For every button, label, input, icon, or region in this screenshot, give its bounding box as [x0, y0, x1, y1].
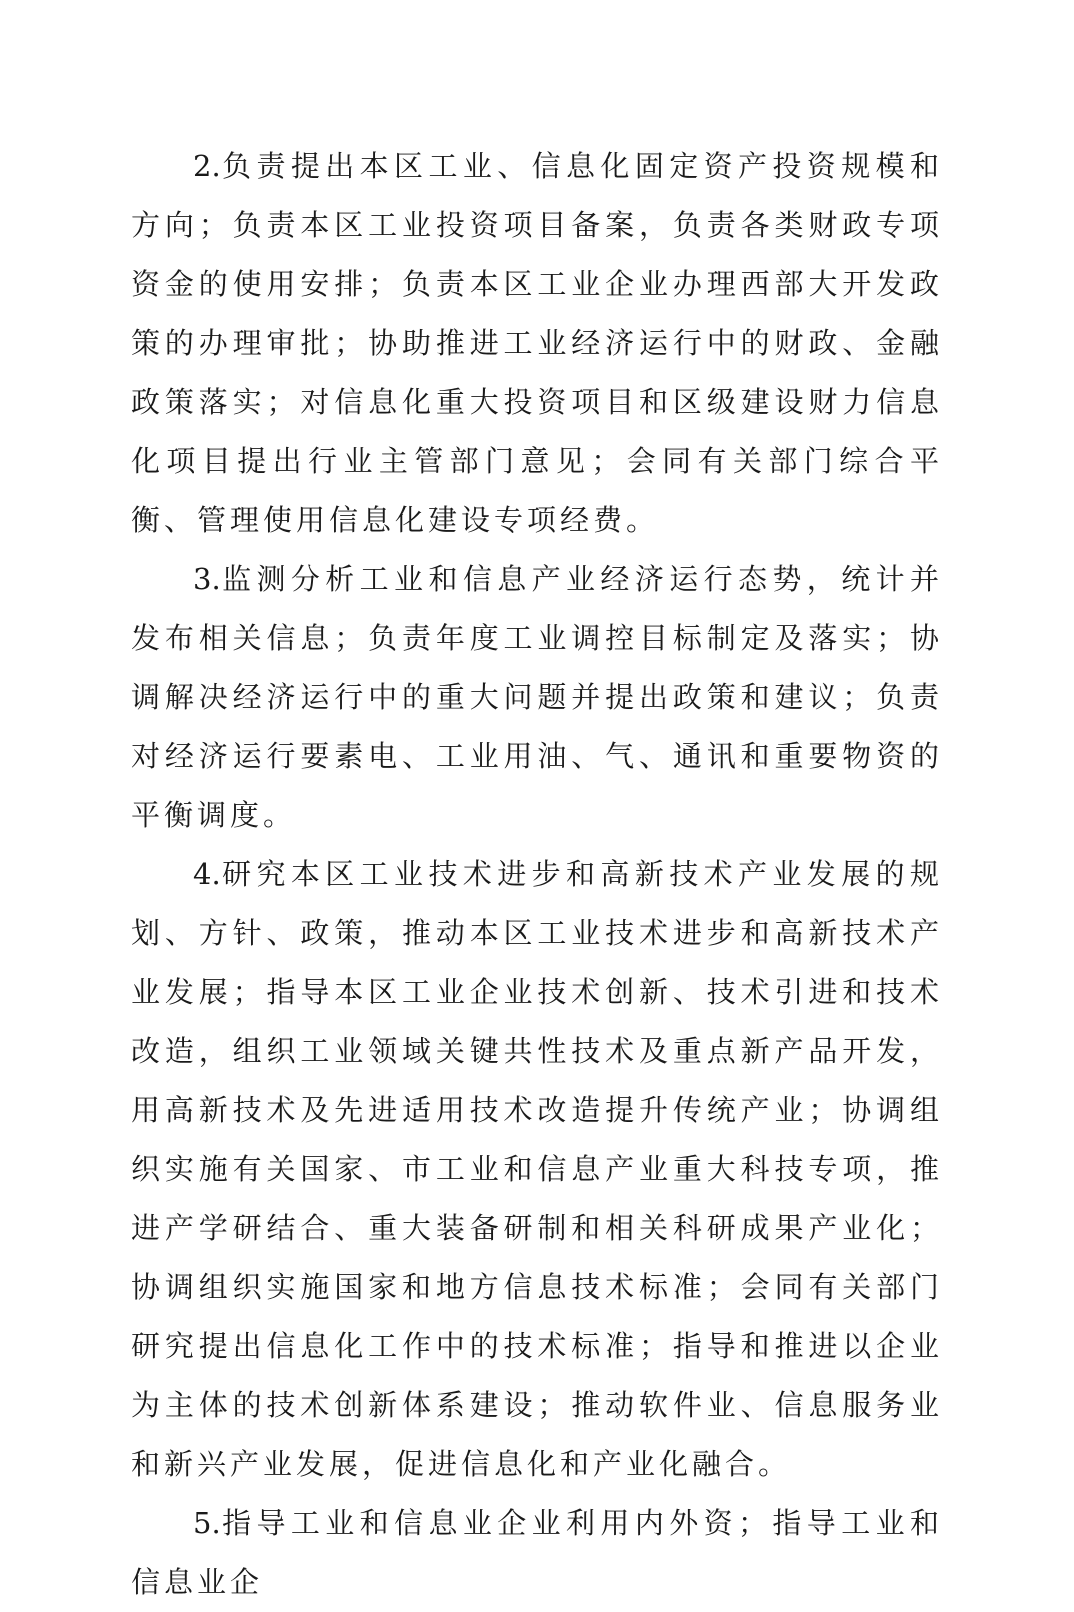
paragraph-text: 研究本区工业技术进步和高新技术产业发展的规划、方针、政策，推动本区工业技术进步和高新技术产业发展；指导本区工业企业技术创新、技术引进和技术改造，组织工业领域关键共性技术及重点新产品开发，用高新技术及先进适用技术改造提升传统产业；协调组织实施有关国家、市工业和信息产业重大科技专项，推进产学研结合、重大装备研制和相关科研成果产业化；协调组织实施国家和地方信息技术标准；会同有关部门研究提出信息化工作中的技术标准；指导和推进以企业为主体的技术创新体系建设；推动软件业、信息服务业和新兴产业发展，促进信息化和产业化融合。 [131, 857, 943, 1481]
paragraph-text: 负责提出本区工业、信息化固定资产投资规模和方向；负责本区工业投资项目备案，负责各类财政专项资金的使用安排；负责本区工业企业办理西部大开发政策的办理审批；协助推进工业经济运行中的财政、金融政策落实；对信息化重大投资项目和区级建设财力信息化项目提出行业主管部门意见；会同有关部门综合平衡、管理使用信息化建设专项经费。 [131, 149, 943, 537]
paragraph-2 [131, 137, 943, 550]
paragraph-3 [131, 550, 943, 845]
paragraph-number: 3. [193, 562, 221, 596]
paragraph-text: 指导工业和信息业企业利用内外资；指导工业和信息业企 [131, 1506, 943, 1599]
document-body [131, 137, 943, 1612]
paragraph-text: 监测分析工业和信息产业经济运行态势，统计并发布相关信息；负责年度工业调控目标制定及落实；协调解决经济运行中的重大问题并提出政策和建议；负责对经济运行要素电、工业用油、气、通讯和重要物资的平衡调度。 [131, 562, 943, 832]
paragraph-number: 4. [193, 857, 221, 891]
paragraph-number: 2. [193, 149, 221, 183]
paragraph-4 [131, 845, 943, 1494]
paragraph-5 [131, 1494, 943, 1612]
paragraph-number: 5. [193, 1506, 221, 1540]
